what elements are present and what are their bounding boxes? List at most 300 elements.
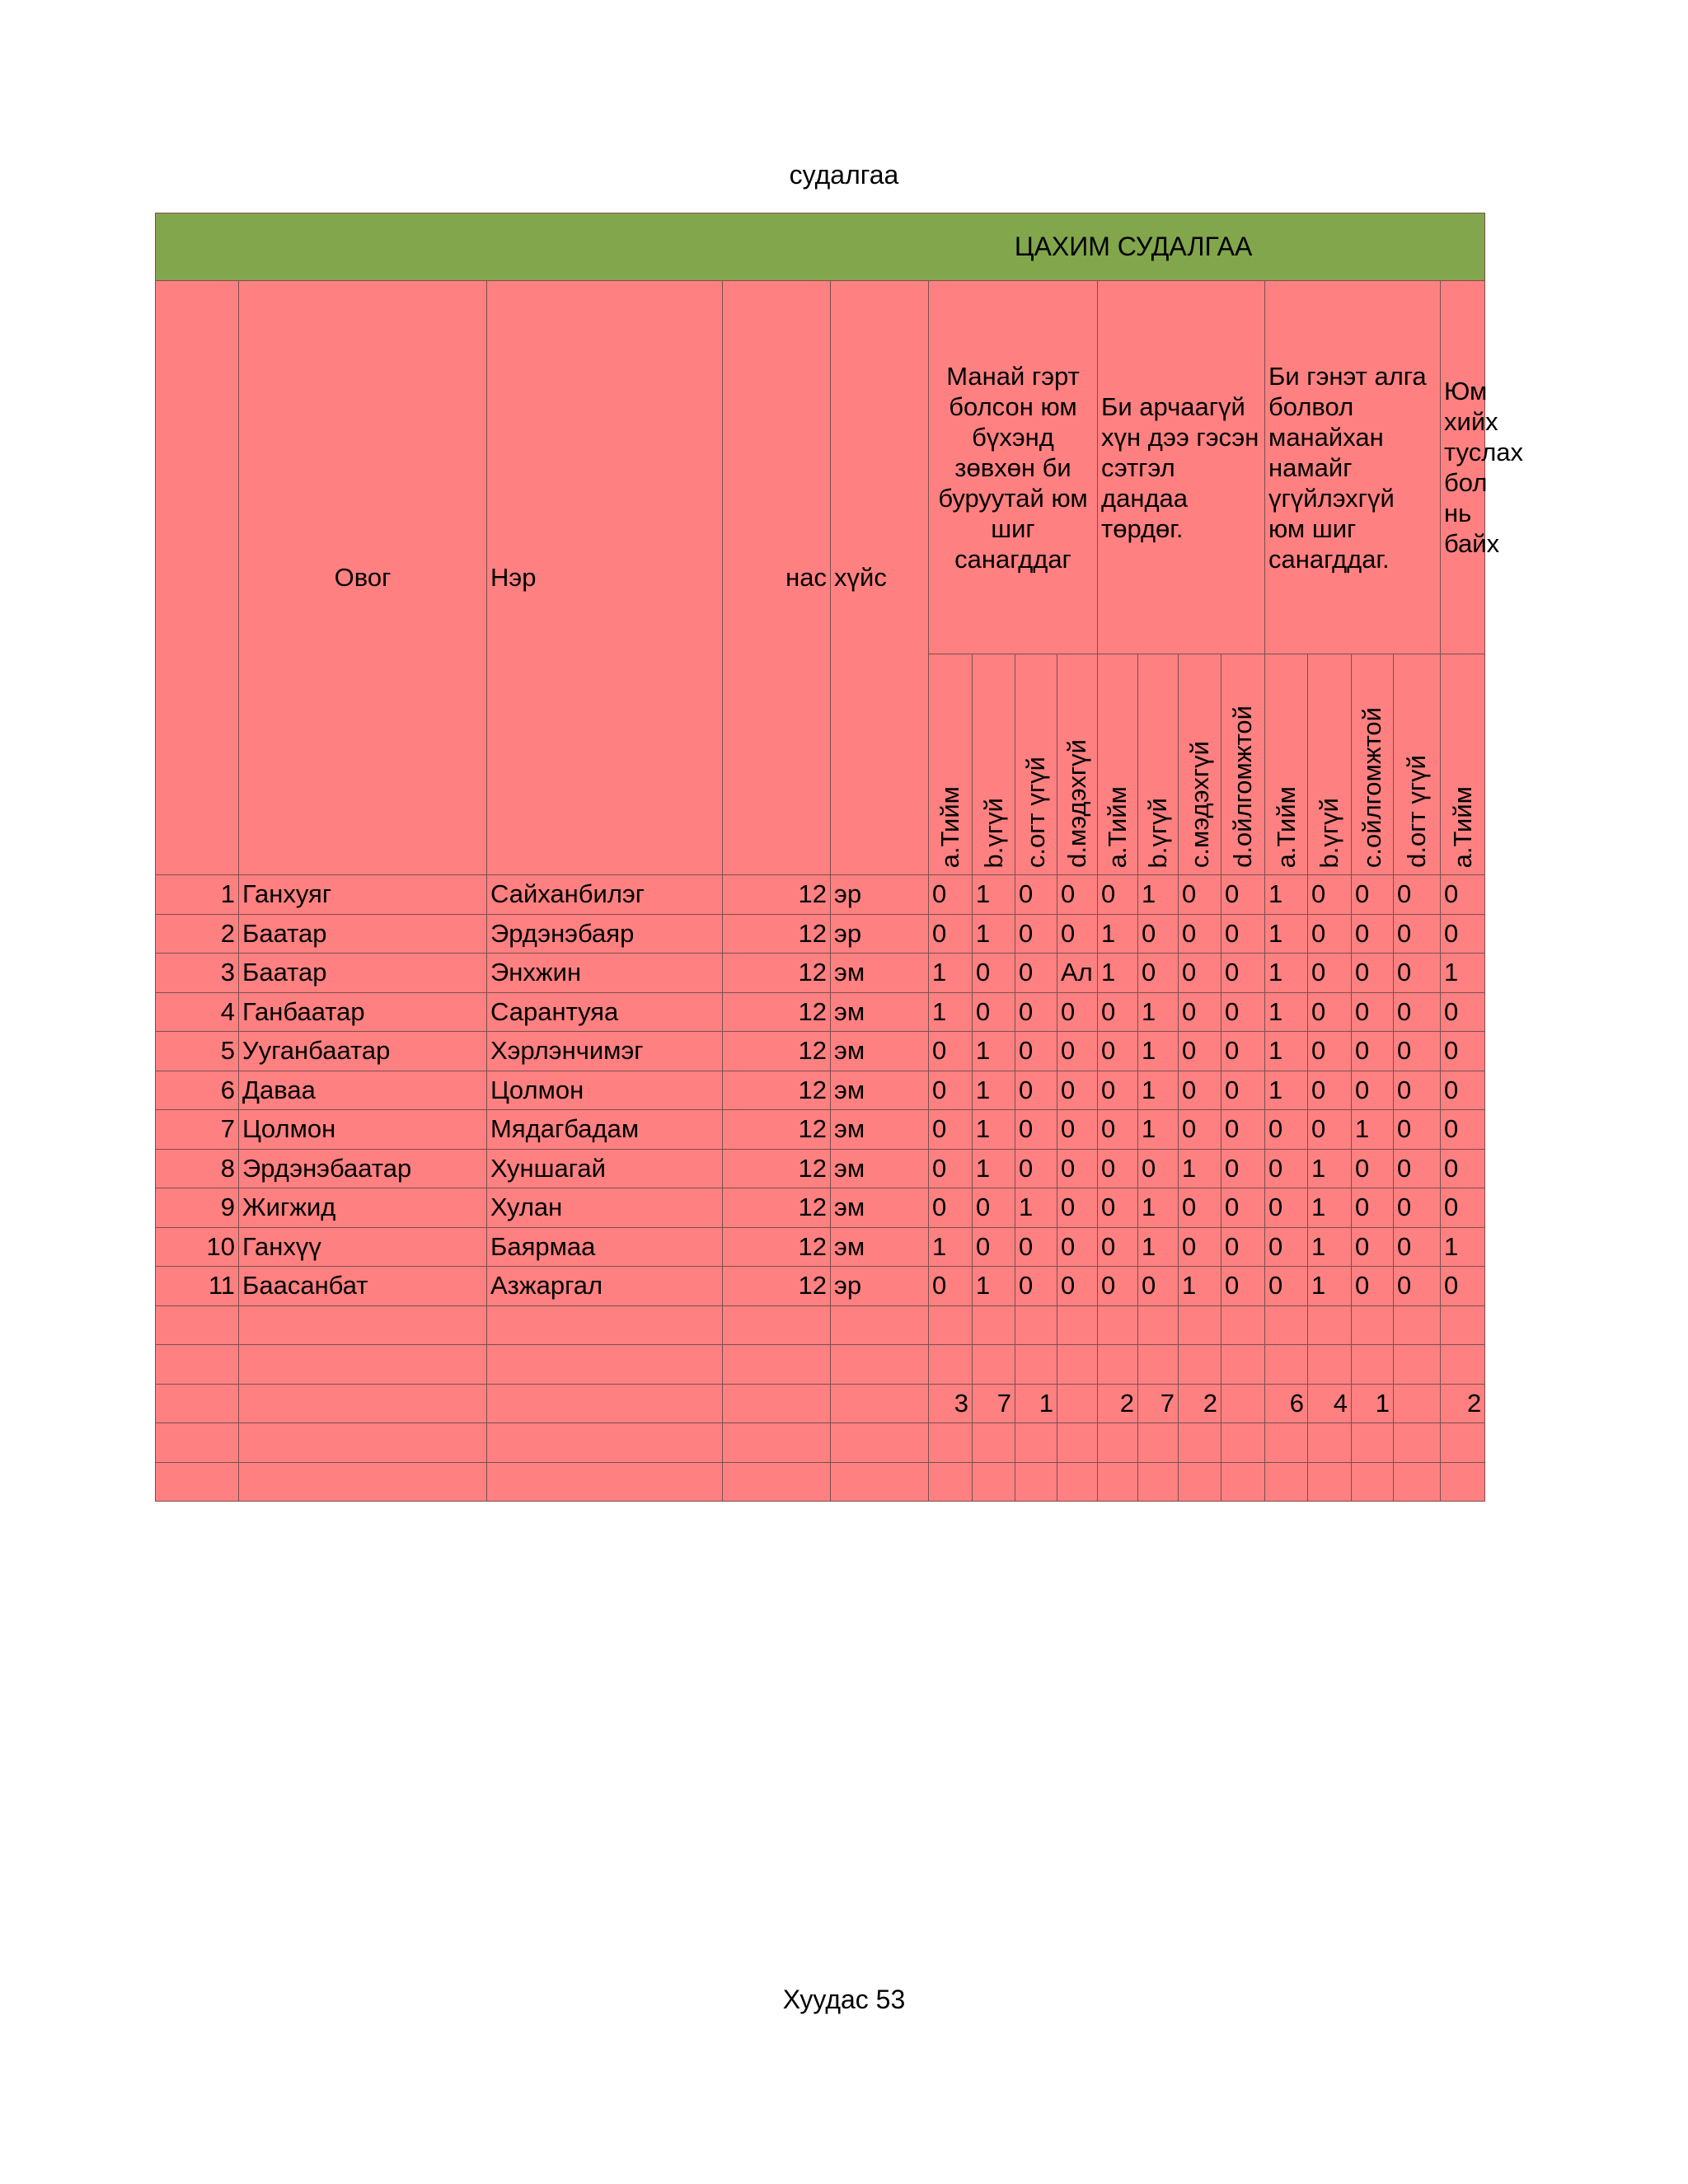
cell-answer[interactable]: 1 [1265, 914, 1308, 954]
empty-cell[interactable] [1015, 1345, 1057, 1385]
cell-total[interactable] [1394, 1384, 1441, 1423]
empty-cell[interactable] [1015, 1462, 1057, 1502]
empty-cell[interactable] [1441, 1423, 1485, 1463]
cell-answer[interactable]: 1 [1138, 992, 1179, 1032]
cell-answer[interactable]: 0 [1394, 875, 1441, 915]
empty-cell[interactable] [239, 1384, 487, 1423]
option-header-q3-2[interactable] [1308, 654, 1352, 875]
empty-cell[interactable] [487, 1384, 723, 1423]
cell-firstname[interactable]: Азжаргал [487, 1267, 723, 1306]
empty-cell[interactable] [1394, 1305, 1441, 1345]
empty-cell[interactable] [1394, 1462, 1441, 1502]
cell-answer[interactable]: 1 [1098, 914, 1138, 954]
cell-answer[interactable]: 0 [1179, 954, 1221, 993]
empty-cell[interactable] [1015, 1423, 1057, 1463]
cell-answer[interactable]: 0 [1015, 914, 1057, 954]
cell-answer[interactable]: 1 [973, 1267, 1015, 1306]
cell-answer[interactable]: 1 [929, 992, 973, 1032]
option-header-q4-1[interactable] [1441, 654, 1485, 875]
empty-cell[interactable] [929, 1305, 973, 1345]
cell-answer[interactable]: 0 [1394, 914, 1441, 954]
cell-answer[interactable]: 0 [1221, 1032, 1265, 1071]
cell-answer[interactable]: 0 [1308, 1071, 1352, 1110]
cell-answer[interactable]: 0 [1057, 992, 1098, 1032]
empty-cell[interactable] [1308, 1462, 1352, 1502]
empty-cell[interactable] [1221, 1345, 1265, 1385]
cell-answer[interactable]: 0 [1098, 1267, 1138, 1306]
empty-cell[interactable] [929, 1345, 973, 1385]
cell-answer[interactable]: 0 [1179, 1110, 1221, 1150]
empty-cell[interactable] [487, 1462, 723, 1502]
empty-cell[interactable] [239, 1345, 487, 1385]
cell-answer[interactable]: 0 [1057, 1071, 1098, 1110]
cell-age[interactable]: 12 [723, 954, 831, 993]
cell-answer[interactable]: 0 [1352, 1032, 1394, 1071]
empty-cell[interactable] [487, 1305, 723, 1345]
empty-cell[interactable] [1015, 1305, 1057, 1345]
cell-answer[interactable]: 0 [1308, 1110, 1352, 1150]
question-3[interactable]: Би гэнэт алга болвол манайхан намайг үгүйлэхгүй юм шиг санагддаг. [1265, 281, 1441, 654]
cell-number[interactable]: 8 [156, 1149, 239, 1188]
empty-cell[interactable] [973, 1423, 1015, 1463]
empty-cell[interactable] [723, 1305, 831, 1345]
empty-cell[interactable] [831, 1423, 929, 1463]
cell-answer[interactable]: 0 [1138, 914, 1179, 954]
empty-cell[interactable] [973, 1462, 1015, 1502]
cell-answer[interactable]: 0 [929, 875, 973, 915]
cell-age[interactable]: 12 [723, 1149, 831, 1188]
cell-answer[interactable]: 0 [1441, 1110, 1485, 1150]
cell-answer[interactable]: 0 [929, 1149, 973, 1188]
cell-total[interactable]: 2 [1441, 1384, 1485, 1423]
cell-answer[interactable]: 0 [929, 1267, 973, 1306]
cell-answer[interactable]: 1 [1265, 954, 1308, 993]
cell-answer[interactable]: 0 [1394, 954, 1441, 993]
empty-cell[interactable] [723, 1423, 831, 1463]
cell-answer[interactable]: 0 [1308, 914, 1352, 954]
cell-answer[interactable]: 1 [1265, 875, 1308, 915]
option-header-q1-2[interactable] [973, 654, 1015, 875]
cell-number[interactable]: 11 [156, 1267, 239, 1306]
empty-cell[interactable] [1098, 1423, 1138, 1463]
cell-answer[interactable]: 0 [929, 914, 973, 954]
cell-answer[interactable]: 0 [1265, 1110, 1308, 1150]
cell-gender[interactable]: эм [831, 992, 929, 1032]
empty-cell[interactable] [831, 1384, 929, 1423]
empty-cell[interactable] [1441, 1345, 1485, 1385]
cell-answer[interactable]: 0 [1394, 1110, 1441, 1150]
empty-cell[interactable] [1352, 1423, 1394, 1463]
cell-lastname[interactable]: Баасанбат [239, 1267, 487, 1306]
cell-answer[interactable]: 0 [1015, 1032, 1057, 1071]
empty-cell[interactable] [1179, 1462, 1221, 1502]
cell-answer[interactable]: 0 [1265, 1267, 1308, 1306]
empty-cell[interactable] [1138, 1462, 1179, 1502]
cell-age[interactable]: 12 [723, 1227, 831, 1267]
cell-answer[interactable]: 0 [1221, 1110, 1265, 1150]
cell-answer[interactable]: 0 [1015, 992, 1057, 1032]
option-header-q2-2[interactable] [1138, 654, 1179, 875]
cell-answer[interactable]: 0 [1221, 992, 1265, 1032]
cell-answer[interactable]: 0 [1098, 992, 1138, 1032]
header-gender[interactable]: хүйс [831, 281, 929, 875]
empty-cell[interactable] [1098, 1462, 1138, 1502]
cell-firstname[interactable]: Энхжин [487, 954, 723, 993]
empty-cell[interactable] [1057, 1305, 1098, 1345]
cell-answer[interactable]: 1 [1138, 1032, 1179, 1071]
cell-answer[interactable]: 1 [973, 914, 1015, 954]
cell-answer[interactable]: 0 [1057, 914, 1098, 954]
cell-answer[interactable]: 1 [929, 1227, 973, 1267]
cell-lastname[interactable]: Ганхүү [239, 1227, 487, 1267]
empty-cell[interactable] [723, 1462, 831, 1502]
cell-age[interactable]: 12 [723, 992, 831, 1032]
cell-answer[interactable]: 0 [1098, 875, 1138, 915]
option-header-q1-4[interactable] [1057, 654, 1098, 875]
cell-answer[interactable]: 1 [1441, 1227, 1485, 1267]
cell-number[interactable]: 10 [156, 1227, 239, 1267]
cell-answer[interactable]: 0 [1057, 1267, 1098, 1306]
empty-cell[interactable] [239, 1305, 487, 1345]
cell-answer[interactable]: 0 [1308, 875, 1352, 915]
cell-gender[interactable]: эр [831, 875, 929, 915]
empty-cell[interactable] [1441, 1305, 1485, 1345]
cell-answer[interactable]: 0 [1221, 1071, 1265, 1110]
cell-answer[interactable]: 1 [1138, 1071, 1179, 1110]
cell-firstname[interactable]: Баярмаа [487, 1227, 723, 1267]
cell-number[interactable]: 9 [156, 1188, 239, 1228]
cell-answer[interactable]: 0 [1441, 992, 1485, 1032]
cell-answer[interactable]: 0 [1265, 1227, 1308, 1267]
cell-answer[interactable]: 0 [1098, 1071, 1138, 1110]
cell-number[interactable]: 2 [156, 914, 239, 954]
cell-answer[interactable]: 0 [1057, 1032, 1098, 1071]
empty-cell[interactable] [1138, 1305, 1179, 1345]
cell-answer[interactable]: 0 [1015, 875, 1057, 915]
cell-total[interactable] [1057, 1384, 1098, 1423]
cell-answer[interactable]: 0 [1015, 1110, 1057, 1150]
cell-number[interactable]: 5 [156, 1032, 239, 1071]
empty-cell[interactable] [1265, 1305, 1308, 1345]
cell-answer[interactable]: 1 [1015, 1188, 1057, 1228]
cell-firstname[interactable]: Хуншагай [487, 1149, 723, 1188]
empty-cell[interactable] [1057, 1423, 1098, 1463]
cell-answer[interactable]: 0 [1179, 914, 1221, 954]
cell-gender[interactable]: эр [831, 1267, 929, 1306]
cell-answer[interactable]: 0 [1179, 875, 1221, 915]
cell-answer[interactable]: 0 [1441, 1188, 1485, 1228]
cell-total[interactable]: 2 [1179, 1384, 1221, 1423]
cell-answer[interactable]: 0 [1057, 1227, 1098, 1267]
cell-answer[interactable]: 0 [1098, 1188, 1138, 1228]
cell-total[interactable]: 1 [1015, 1384, 1057, 1423]
cell-number[interactable]: 3 [156, 954, 239, 993]
cell-total[interactable]: 7 [1138, 1384, 1179, 1423]
option-header-q3-3[interactable] [1352, 654, 1394, 875]
cell-answer[interactable]: 0 [929, 1110, 973, 1150]
cell-answer[interactable]: 1 [1308, 1227, 1352, 1267]
option-header-q2-3[interactable] [1179, 654, 1221, 875]
empty-cell[interactable] [973, 1305, 1015, 1345]
cell-answer[interactable]: 0 [1015, 1267, 1057, 1306]
cell-gender[interactable]: эм [831, 1188, 929, 1228]
option-header-q3-1[interactable] [1265, 654, 1308, 875]
cell-answer[interactable]: 0 [1057, 1188, 1098, 1228]
empty-cell[interactable] [1308, 1345, 1352, 1385]
cell-answer[interactable]: 0 [1098, 1032, 1138, 1071]
cell-answer[interactable]: 0 [973, 954, 1015, 993]
cell-answer[interactable]: 0 [1098, 1227, 1138, 1267]
cell-answer[interactable]: 0 [1015, 1227, 1057, 1267]
cell-age[interactable]: 12 [723, 875, 831, 915]
cell-gender[interactable]: эм [831, 1110, 929, 1150]
cell-lastname[interactable]: Цолмон [239, 1110, 487, 1150]
cell-lastname[interactable]: Эрдэнэбаатар [239, 1149, 487, 1188]
empty-cell[interactable] [1308, 1305, 1352, 1345]
cell-answer[interactable]: 1 [1179, 1267, 1221, 1306]
cell-total[interactable]: 3 [929, 1384, 973, 1423]
cell-firstname[interactable]: Хулан [487, 1188, 723, 1228]
cell-answer[interactable]: 0 [929, 1071, 973, 1110]
cell-answer[interactable]: 0 [1394, 992, 1441, 1032]
empty-cell[interactable] [156, 1305, 239, 1345]
cell-gender[interactable]: эм [831, 1071, 929, 1110]
cell-lastname[interactable]: Даваа [239, 1071, 487, 1110]
empty-cell[interactable] [156, 1462, 239, 1502]
cell-answer[interactable]: 0 [1179, 992, 1221, 1032]
cell-answer[interactable]: 1 [1138, 1110, 1179, 1150]
cell-answer[interactable]: 0 [1352, 1227, 1394, 1267]
cell-answer[interactable]: 0 [1057, 1110, 1098, 1150]
empty-cell[interactable] [1221, 1305, 1265, 1345]
question-1[interactable]: Манай гэрт болсон юм бүхэнд зөвхөн би буруутай юм шиг санагддаг [929, 281, 1098, 654]
empty-cell[interactable] [1394, 1423, 1441, 1463]
cell-answer[interactable]: 0 [1138, 1267, 1179, 1306]
cell-answer[interactable]: 0 [1308, 954, 1352, 993]
cell-gender[interactable]: эм [831, 1149, 929, 1188]
cell-answer[interactable]: 0 [1179, 1032, 1221, 1071]
option-header-q1-3[interactable] [1015, 654, 1057, 875]
cell-answer[interactable]: 0 [1015, 954, 1057, 993]
empty-cell[interactable] [1057, 1462, 1098, 1502]
cell-lastname[interactable]: Ганхуяг [239, 875, 487, 915]
cell-gender[interactable]: эм [831, 1227, 929, 1267]
cell-lastname[interactable]: Жигжид [239, 1188, 487, 1228]
cell-answer[interactable]: 0 [1057, 1149, 1098, 1188]
empty-cell[interactable] [1394, 1345, 1441, 1385]
cell-answer[interactable]: 1 [1265, 1071, 1308, 1110]
empty-cell[interactable] [929, 1423, 973, 1463]
empty-cell[interactable] [1265, 1345, 1308, 1385]
cell-answer[interactable]: 0 [1352, 1149, 1394, 1188]
cell-answer[interactable]: 0 [973, 1227, 1015, 1267]
cell-answer[interactable]: 0 [1057, 875, 1098, 915]
cell-answer[interactable]: 0 [1221, 1267, 1265, 1306]
cell-age[interactable]: 12 [723, 1188, 831, 1228]
cell-answer[interactable]: 0 [1441, 914, 1485, 954]
cell-age[interactable]: 12 [723, 1071, 831, 1110]
cell-gender[interactable]: эм [831, 1032, 929, 1071]
cell-answer[interactable]: 0 [1138, 1149, 1179, 1188]
cell-answer[interactable]: 0 [1394, 1071, 1441, 1110]
header-firstname[interactable]: Нэр [487, 281, 723, 875]
cell-answer[interactable]: 0 [1441, 1032, 1485, 1071]
cell-firstname[interactable]: Мядагбадам [487, 1110, 723, 1150]
cell-answer[interactable]: 1 [973, 1110, 1015, 1150]
cell-answer[interactable]: 1 [1179, 1149, 1221, 1188]
cell-answer[interactable]: 0 [1265, 1149, 1308, 1188]
cell-answer[interactable]: 0 [1221, 1188, 1265, 1228]
header-number[interactable] [156, 281, 239, 875]
cell-firstname[interactable]: Эрдэнэбаяр [487, 914, 723, 954]
cell-lastname[interactable]: Ганбаатар [239, 992, 487, 1032]
cell-answer[interactable]: 0 [1352, 992, 1394, 1032]
cell-gender[interactable]: эм [831, 954, 929, 993]
empty-cell[interactable] [1441, 1462, 1485, 1502]
cell-answer[interactable]: 1 [1265, 1032, 1308, 1071]
empty-cell[interactable] [156, 1423, 239, 1463]
empty-cell[interactable] [1352, 1345, 1394, 1385]
cell-answer[interactable]: 0 [1441, 875, 1485, 915]
empty-cell[interactable] [1098, 1345, 1138, 1385]
cell-answer[interactable]: 0 [1179, 1188, 1221, 1228]
empty-cell[interactable] [1221, 1423, 1265, 1463]
cell-number[interactable]: 7 [156, 1110, 239, 1150]
option-header-q1-1[interactable] [929, 654, 973, 875]
cell-answer[interactable]: 0 [1394, 1188, 1441, 1228]
cell-age[interactable]: 12 [723, 1032, 831, 1071]
cell-answer[interactable]: 0 [1221, 914, 1265, 954]
cell-answer[interactable]: 1 [1441, 954, 1485, 993]
cell-firstname[interactable]: Хэрлэнчимэг [487, 1032, 723, 1071]
cell-answer[interactable]: 0 [1352, 914, 1394, 954]
cell-answer[interactable]: 1 [1265, 992, 1308, 1032]
empty-cell[interactable] [723, 1384, 831, 1423]
cell-answer[interactable]: 0 [1352, 875, 1394, 915]
cell-answer[interactable]: 0 [1015, 1071, 1057, 1110]
empty-cell[interactable] [831, 1345, 929, 1385]
cell-answer[interactable]: 1 [929, 954, 973, 993]
cell-answer[interactable]: 0 [1352, 954, 1394, 993]
empty-cell[interactable] [1098, 1305, 1138, 1345]
cell-answer[interactable]: 1 [973, 1149, 1015, 1188]
header-lastname[interactable]: Овог [239, 281, 487, 875]
empty-cell[interactable] [156, 1345, 239, 1385]
empty-cell[interactable] [1179, 1305, 1221, 1345]
cell-answer[interactable]: 0 [1441, 1267, 1485, 1306]
cell-answer[interactable]: 0 [1441, 1149, 1485, 1188]
cell-total[interactable] [1221, 1384, 1265, 1423]
cell-lastname[interactable]: Баатар [239, 954, 487, 993]
cell-answer[interactable]: 1 [973, 875, 1015, 915]
cell-lastname[interactable]: Ууганбаатар [239, 1032, 487, 1071]
question-2[interactable]: Би арчаагүй хүн дээ гэсэн сэтгэл дандаа төрдөг. [1098, 281, 1265, 654]
empty-cell[interactable] [929, 1462, 973, 1502]
cell-answer[interactable]: 0 [1394, 1227, 1441, 1267]
empty-cell[interactable] [973, 1345, 1015, 1385]
cell-answer[interactable]: 0 [1308, 1032, 1352, 1071]
cell-answer[interactable]: Ал [1057, 954, 1098, 993]
cell-age[interactable]: 12 [723, 1110, 831, 1150]
empty-cell[interactable] [1179, 1423, 1221, 1463]
empty-cell[interactable] [487, 1345, 723, 1385]
empty-cell[interactable] [1179, 1345, 1221, 1385]
sheet-title[interactable]: ЦАХИМ СУДАЛГАА [156, 213, 1485, 281]
cell-answer[interactable]: 0 [1394, 1149, 1441, 1188]
cell-number[interactable]: 1 [156, 875, 239, 915]
cell-answer[interactable]: 0 [1221, 954, 1265, 993]
cell-total[interactable]: 7 [973, 1384, 1015, 1423]
cell-answer[interactable]: 0 [1015, 1149, 1057, 1188]
cell-answer[interactable]: 0 [1138, 954, 1179, 993]
empty-cell[interactable] [1138, 1423, 1179, 1463]
cell-answer[interactable]: 1 [1308, 1267, 1352, 1306]
cell-answer[interactable]: 1 [1138, 1188, 1179, 1228]
cell-number[interactable]: 4 [156, 992, 239, 1032]
cell-total[interactable]: 2 [1098, 1384, 1138, 1423]
empty-cell[interactable] [239, 1462, 487, 1502]
cell-answer[interactable]: 0 [1352, 1188, 1394, 1228]
header-age[interactable]: нас [723, 281, 831, 875]
empty-cell[interactable] [1221, 1462, 1265, 1502]
cell-gender[interactable]: эр [831, 914, 929, 954]
empty-cell[interactable] [723, 1345, 831, 1385]
empty-cell[interactable] [487, 1423, 723, 1463]
option-header-q2-4[interactable] [1221, 654, 1265, 875]
cell-total[interactable]: 6 [1265, 1384, 1308, 1423]
cell-answer[interactable]: 0 [1352, 1071, 1394, 1110]
cell-answer[interactable]: 0 [1221, 1227, 1265, 1267]
empty-cell[interactable] [156, 1384, 239, 1423]
empty-cell[interactable] [239, 1423, 487, 1463]
cell-answer[interactable]: 0 [1441, 1071, 1485, 1110]
cell-answer[interactable]: 0 [1179, 1071, 1221, 1110]
cell-answer[interactable]: 0 [1098, 1110, 1138, 1150]
empty-cell[interactable] [1265, 1462, 1308, 1502]
cell-answer[interactable]: 1 [1098, 954, 1138, 993]
question-4[interactable]: Юм хийх туслах бол нь байх [1441, 281, 1485, 654]
empty-cell[interactable] [1057, 1345, 1098, 1385]
cell-answer[interactable]: 0 [1394, 1267, 1441, 1306]
cell-answer[interactable]: 0 [1221, 1149, 1265, 1188]
cell-answer[interactable]: 0 [1394, 1032, 1441, 1071]
cell-firstname[interactable]: Сарантуяа [487, 992, 723, 1032]
cell-answer[interactable]: 0 [1308, 992, 1352, 1032]
cell-answer[interactable]: 0 [973, 992, 1015, 1032]
cell-total[interactable]: 1 [1352, 1384, 1394, 1423]
option-header-q3-4[interactable] [1394, 654, 1441, 875]
cell-firstname[interactable]: Сайханбилэг [487, 875, 723, 915]
empty-cell[interactable] [1308, 1423, 1352, 1463]
cell-answer[interactable]: 1 [1308, 1188, 1352, 1228]
empty-cell[interactable] [1352, 1462, 1394, 1502]
cell-age[interactable]: 12 [723, 914, 831, 954]
option-header-q2-1[interactable] [1098, 654, 1138, 875]
cell-answer[interactable]: 1 [1352, 1110, 1394, 1150]
cell-answer[interactable]: 0 [1352, 1267, 1394, 1306]
cell-answer[interactable]: 0 [973, 1188, 1015, 1228]
cell-answer[interactable]: 1 [1138, 875, 1179, 915]
empty-cell[interactable] [1265, 1423, 1308, 1463]
cell-lastname[interactable]: Баатар [239, 914, 487, 954]
cell-answer[interactable]: 1 [1138, 1227, 1179, 1267]
cell-total[interactable]: 4 [1308, 1384, 1352, 1423]
empty-cell[interactable] [1352, 1305, 1394, 1345]
cell-answer[interactable]: 0 [1221, 875, 1265, 915]
cell-firstname[interactable]: Цолмон [487, 1071, 723, 1110]
cell-answer[interactable]: 0 [1265, 1188, 1308, 1228]
cell-answer[interactable]: 1 [1308, 1149, 1352, 1188]
